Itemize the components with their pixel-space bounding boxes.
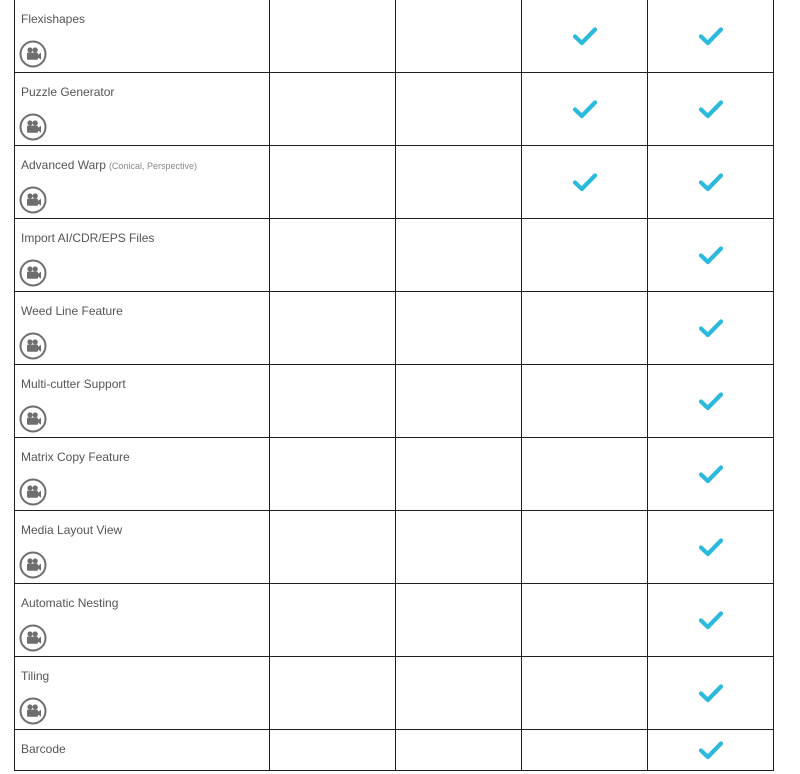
plan-cell-3	[522, 73, 648, 145]
checkmark-icon	[699, 245, 723, 265]
feature-name	[21, 377, 269, 391]
plan-cell-1	[270, 219, 396, 291]
table-row	[15, 73, 773, 146]
video-camera-icon[interactable]	[19, 405, 47, 433]
feature-label: Barcode	[21, 742, 66, 756]
feature-label: Advanced Warp	[21, 158, 106, 172]
plan-cell-1	[270, 0, 396, 72]
plan-cell-3	[522, 365, 648, 437]
feature-cell	[15, 292, 270, 364]
plan-cell-1	[270, 292, 396, 364]
checkmark-icon	[699, 318, 723, 338]
video-camera-icon[interactable]	[19, 551, 47, 579]
plan-cell-2	[396, 584, 522, 656]
checkmark-icon	[573, 99, 597, 119]
plan-cell-2	[396, 365, 522, 437]
feature-label: Automatic Nesting	[21, 596, 119, 610]
feature-name	[21, 596, 269, 610]
feature-label: Flexishapes	[21, 12, 86, 26]
plan-cell-4	[648, 365, 773, 437]
plan-cell-4	[648, 584, 773, 656]
plan-cell-1	[270, 584, 396, 656]
table-row	[15, 365, 773, 438]
checkmark-icon	[573, 172, 597, 192]
feature-name	[21, 231, 269, 245]
feature-label: Weed Line Feature	[21, 304, 123, 318]
feature-name	[21, 669, 269, 683]
plan-cell-4	[648, 146, 773, 218]
feature-name	[21, 742, 269, 756]
checkmark-icon	[699, 464, 723, 484]
plan-cell-4	[648, 219, 773, 291]
feature-cell	[15, 657, 270, 729]
video-camera-icon[interactable]	[19, 186, 47, 214]
feature-cell	[15, 584, 270, 656]
plan-cell-2	[396, 438, 522, 510]
table-row	[15, 438, 773, 511]
table-row	[15, 219, 773, 292]
feature-name	[21, 523, 269, 537]
plan-cell-1	[270, 146, 396, 218]
feature-cell	[15, 73, 270, 145]
checkmark-icon	[699, 172, 723, 192]
feature-cell	[15, 365, 270, 437]
plan-cell-2	[396, 219, 522, 291]
feature-label: Multi-cutter Support	[21, 377, 126, 391]
feature-label: Media Layout View	[21, 523, 123, 537]
feature-name	[21, 158, 269, 173]
plan-cell-3	[522, 730, 648, 770]
plan-cell-1	[270, 73, 396, 145]
plan-cell-3	[522, 146, 648, 218]
table-row	[15, 657, 773, 730]
plan-cell-2	[396, 292, 522, 364]
plan-cell-4	[648, 438, 773, 510]
feature-label: Matrix Copy Feature	[21, 450, 130, 464]
table-row	[15, 511, 773, 584]
feature-cell	[15, 219, 270, 291]
plan-cell-4	[648, 730, 773, 770]
feature-label: Tiling	[21, 669, 50, 683]
checkmark-icon	[699, 26, 723, 46]
plan-cell-3	[522, 438, 648, 510]
plan-cell-3	[522, 219, 648, 291]
feature-name	[21, 304, 269, 318]
feature-cell	[15, 438, 270, 510]
plan-cell-2	[396, 0, 522, 72]
plan-cell-3	[522, 657, 648, 729]
video-camera-icon[interactable]	[19, 624, 47, 652]
video-camera-icon[interactable]	[19, 40, 47, 68]
feature-label: Puzzle Generator	[21, 85, 115, 99]
plan-cell-3	[522, 0, 648, 72]
plan-cell-3	[522, 292, 648, 364]
plan-cell-4	[648, 657, 773, 729]
table-row	[15, 730, 773, 771]
plan-cell-2	[396, 511, 522, 583]
plan-cell-4	[648, 511, 773, 583]
video-camera-icon[interactable]	[19, 478, 47, 506]
table-row	[15, 0, 773, 73]
plan-cell-3	[522, 584, 648, 656]
table-row	[15, 584, 773, 657]
feature-label: Import AI/CDR/EPS Files	[21, 231, 155, 245]
checkmark-icon	[699, 683, 723, 703]
plan-cell-1	[270, 730, 396, 770]
feature-name	[21, 85, 269, 99]
checkmark-icon	[699, 99, 723, 119]
plan-cell-1	[270, 511, 396, 583]
feature-name	[21, 12, 269, 26]
checkmark-icon	[699, 391, 723, 411]
plan-cell-1	[270, 365, 396, 437]
plan-cell-2	[396, 657, 522, 729]
plan-cell-2	[396, 146, 522, 218]
video-camera-icon[interactable]	[19, 332, 47, 360]
video-camera-icon[interactable]	[19, 113, 47, 141]
plan-cell-3	[522, 511, 648, 583]
feature-cell	[15, 146, 270, 218]
video-camera-icon[interactable]	[19, 259, 47, 287]
table-row	[15, 292, 773, 365]
plan-cell-1	[270, 438, 396, 510]
feature-cell	[15, 730, 270, 770]
feature-name	[21, 450, 269, 464]
plan-cell-4	[648, 73, 773, 145]
plan-cell-4	[648, 0, 773, 72]
plan-cell-2	[396, 73, 522, 145]
plan-cell-4	[648, 292, 773, 364]
plan-cell-1	[270, 657, 396, 729]
feature-comparison-table	[14, 0, 774, 771]
feature-note: (Conical, Perspective)	[108, 161, 197, 171]
feature-cell	[15, 0, 270, 72]
checkmark-icon	[699, 537, 723, 557]
checkmark-icon	[573, 26, 597, 46]
checkmark-icon	[699, 610, 723, 630]
table-row	[15, 146, 773, 219]
video-camera-icon[interactable]	[19, 697, 47, 725]
plan-cell-2	[396, 730, 522, 770]
checkmark-icon	[699, 740, 723, 760]
feature-cell	[15, 511, 270, 583]
